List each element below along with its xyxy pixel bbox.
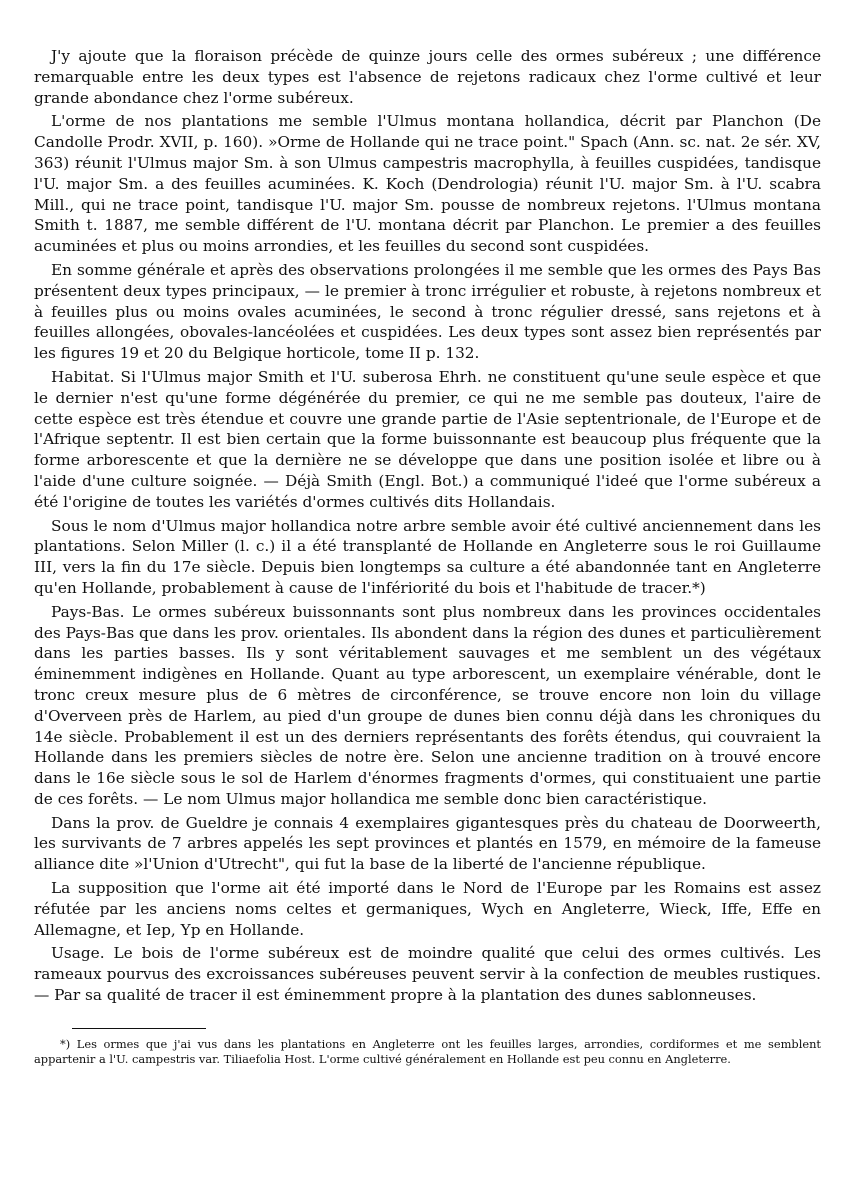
paragraph-romans: La supposition que l'orme ait été importé dans le Nord de l'Europe par les Romains est assez réfutée par les anciens noms celtes et germaniques, Wych en Angleterre, Wieck, Iffe, Effe en Allemagne, et Iep, Yp en Hollande. bbox=[34, 879, 821, 939]
paragraph-gueldre: Dans la prov. de Gueldre je connais 4 exemplaires gigantesques près du chateau de Doorweerth, les survivants de 7 arbres appelés les sept provinces et plantés en 1579, en mémoire de la fameuse alliance dite »l'Union d'Utrecht", qui fut la base de la liberté de l'ancienne république. bbox=[34, 813, 821, 874]
paragraph-pays-bas: Pays-Bas. Le ormes subéreux buissonnants sont plus nombreux dans les provinces occidentales des Pays-Bas que dans les prov. orientales. Ils abondent dans la région des dunes et particulièrement dans les parties basses. Ils y sont véritablement sauvages et me semblent un des végétaux éminemment indigènes en Hollande. Quant au type arborescent, un exemplaire vénérable, dont le tronc creux mesure plus de 6 mètres de circonférence, se trouve encore non loin du village d'Overveen près de Harlem, au pied d'un groupe de dunes bien connu déjà dans les chroniques du 14e siècle. Probablement il est un des derniers représentants des forêts étendus, qui couvraient la Hollande dans les premiers siècles de notre ère. Selon une ancienne tradition on à trouvé encore dans le 16e siècle sous le sol de Harlem d'énormes fragments d'ormes, qui constituaient une partie de ces forêts. — Le nom Ulmus major hollandica me semble donc bien caractéristique. bbox=[34, 602, 821, 808]
paragraph-usage: Usage. Le bois de l'orme subéreux est de moindre qualité que celui des ormes cultivés. Les rameaux pourvus des excroissances subéreuses peuvent servir à la confection de meubles rustiques. — Par sa qualité de tracer il est éminemment propre à la plantation des dunes sablonneuses. bbox=[34, 944, 821, 1005]
paragraph-two-types: En somme générale et après des observations prolongées il me semble que les ormes des Pays Bas présentent deux types principaux, — le premier à tronc irrégulier et robuste, à rejetons nombreux et à feuilles plus ou moins ovales acuminées, le second à tronc régulier dressé, sans rejetons et à feuilles allongées, obovales-lancéolées et cuspidées. Les deux types sont assez bien représentés par les figures 19 et 20 du Belgique horticole, tome II p. 132. bbox=[34, 260, 821, 363]
paragraph-habitat: Habitat. Si l'Ulmus major Smith et l'U. suberosa Ehrh. ne constituent qu'une seule espèce et que le dernier n'est qu'une forme dégénérée du premier, ce qui ne me semble pas douteux, l'aire de cette espèce est très étendue et couvre une grande partie de l'Asie septentrionale, de l'Europe et de l'Afrique septentr. Il est bien certain que la forme buissonnante est beaucoup plus fréquente que la forme arborescente et que la dernière ne se développe que dans une position isolée et libre ou à l'aide d'une culture soignée. — Déjà Smith (Engl. Bot.) a communiqué l'ideé que l'orme subéreux a été l'origine de toutes les variétés d'ormes cultivés dits Hollandais. bbox=[34, 367, 821, 511]
paragraph-cultivation-history: Sous le nom d'Ulmus major hollandica notre arbre semble avoir été cultivé anciennement dans les plantations. Selon Miller (l. c.) il a été transplanté de Hollande en Angleterre sous le roi Guillaume III, vers la fin du 17e siècle. Depuis bien longtemps sa culture a été abandonnée tant en Angleterre qu'en Hollande, probablement à cause de l'infériorité du bois et l'habitude de tracer.*) bbox=[34, 516, 821, 597]
footnote-divider bbox=[72, 1028, 206, 1029]
paragraph-flowering: J'y ajoute que la floraison précède de quinze jours celle des ormes subéreux ; une différence remarquable entre les deux types est l'absence de rejetons radicaux chez l'orme cultivé et leur grande abondance chez l'orme subéreux. bbox=[34, 47, 821, 107]
paragraph-plantation-elm: L'orme de nos plantations me semble l'Ulmus montana hollandica, décrit par Planchon (De Candolle Prodr. XVII, p. 160). »Orme de Hollande qui ne trace point." Spach (Ann. sc. nat. 2e sér. XV, 363) réunit l'Ulmus major Sm. à son Ulmus campestris macrophylla, à feuilles cuspidées, tandisque l'U. major Sm. a des feuilles acuminées. K. Koch (Dendrologia) réunit l'U. major Sm. à l'U. scabra Mill., qui ne trace point, tandisque l'U. major Sm. pousse de nombreux rejetons. l'Ulmus montana Smith t. 1887, me semble différent de l'U. montana décrit par Planchon. Le premier a des feuilles acuminées et plus ou moins arrondies, et les feuilles du second sont cuspidées. bbox=[34, 112, 821, 256]
footnote: *) Les ormes que j'ai vus dans les plantations en Angleterre ont les feuilles larges, arrondies, cordiformes et me semblent appartenir a l'U. campestris var. Tiliaefolia Host. L'orme cultivé généralement en Hollande est peu connu en Angleterre. bbox=[34, 1036, 821, 1067]
